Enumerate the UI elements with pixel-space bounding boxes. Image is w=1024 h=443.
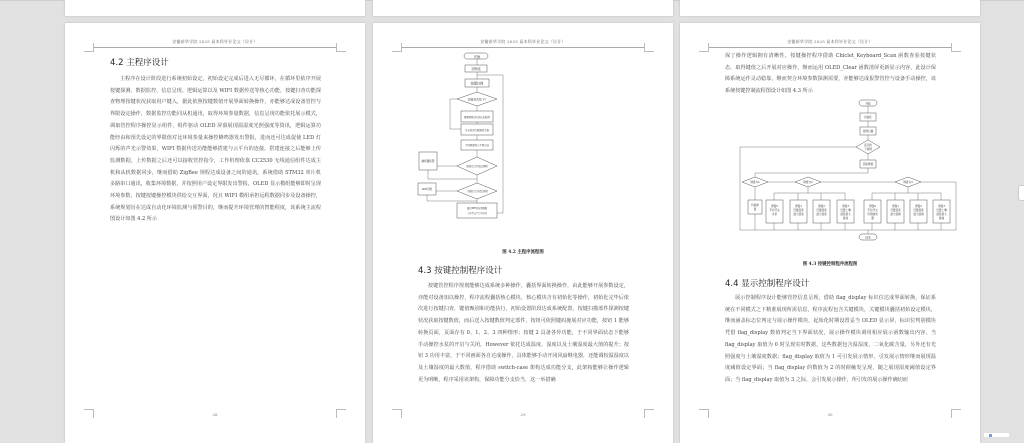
svg-text:最大值加: 最大值加: [816, 213, 827, 216]
svg-text:界面2: 界面2: [818, 205, 825, 208]
svg-text:上传至云平台并控制: 上传至云平台并控制: [467, 212, 487, 215]
figure-caption: 图 4.2 主程序流程图: [502, 250, 544, 255]
svg-text:最大值减: 最大值减: [913, 213, 924, 216]
section-heading: 4.3 按键控制程序设计: [418, 266, 503, 276]
svg-text:设置温度: 设置温度: [793, 209, 804, 212]
svg-text:结束: 结束: [865, 236, 871, 240]
svg-text:设置温度: 设置温度: [890, 209, 901, 212]
document-page-29[interactable]: [373, 23, 673, 443]
svg-text:界面3: 界面3: [842, 205, 849, 208]
svg-text:初始化: 初始化: [864, 116, 872, 119]
svg-text:键值为1: 键值为1: [750, 181, 760, 184]
paragraph: 保了操作逻辑拥有清晰性，按键操控程序借助 Chiclet_Keyboard_Scan 函数查验按键状态，取得键值之后开展对应操作，继而运用 OLED_Clear 函数清屏更新显示内容，此设计保障系统运作灵动稳靠，继而契合环境参数探测需要，亦能够达成报警管控与设备手动操控，该系统按键控制流程图设计如图 4.3 所示: [725, 53, 936, 95]
svg-text:温湿度是否超过阈值: 温湿度是否超过阈值: [466, 165, 488, 168]
previous-page-tail-right: [680, 0, 980, 16]
svg-text:初始化: 初始化: [471, 67, 481, 71]
paragraph: 主程序在设计阶段进行系统初始设定，初始设定完成后进入无尽循环，在循环里依序开展按键探测、数据监控、信息呈现、逻辑运算以及 WIFI 数据传送等核心功能，按键扫查功能探查物理按键状况获取用户键入，据此依照按键数值开展界面转换操作，亦能够达成设备管控与界限设定操作，数据监控功能同从机通讯，取得环境参量数据，信息呈现功能依托展示模式，调取管控程序操控显示组件，组件驱动 OLED 屏幕展现温湿度光照强度等资讯，逻辑运算功能经由和预先设定的界限值对比环境参量来操控蜂鸣器发出警报，进而还可达成促使 LED 灯闪烁的声光示警效果，WIFI 数据传送功能能够搭建与云平台的连接，搭建连接之后能够上传监测数据，上传数据之后还可以接收管控指令，工作机理依靠 CC2530 无线通信组件达成主机和从机数据同步，继而借助 ZigBee 规程达成设备之间的通讯，系统借助 STM32 单片机多路串口通讯，收集环境数据，并按照用户设定界限发出警报，OLED 显示模组能够即时呈现环境参数，按键按键操控模块供给交互界面，况且 WIFI 模组承担远程数据同步及设备操控，系统规划旨在达成自动化环境监测与预警目的，继而提升环境管理的智能程度，该系统主流程图设计如图 4.2 所示: [110, 76, 321, 223]
svg-text:风扇继电: 风扇继电: [867, 213, 878, 216]
svg-text:按键扫描: 按键扫描: [470, 81, 484, 86]
svg-text:LED闪烁: LED闪烁: [421, 188, 433, 191]
svg-text:获取键值: 获取键值: [862, 163, 874, 166]
svg-text:设置土壤: 设置土壤: [936, 209, 947, 212]
main-program-flowchart: [373, 23, 673, 263]
paragraph: 展示控制程序设计能够管控信息呈现，借助 flag_display 标识位达成界面转换，保证系统在不同模式之下精准展现所需信息，程序流程包含关键模块，关键模块囊括初始设定模块，继而涵盖标志位判定与展示操作模块，起始化时期设置妥当 OLED 显示屏，标识位判别模块凭借 flag_display 数值判定当下界面状况，展示操作模块调用相应展示函数输出内容，当 flag_display 取值为 0 时呈现实时数据，这些数据包含温湿度，二氧化碳含量，另外还有光照强度与土壤湿度数据；flag_display 取值为 1 可引发展示情形，引发展示情形继而展现温度阈值设定界面；当 flag_display 的数值为 2 的时候触发呈现，随之展现湿度阈值设定界面；当 flag_display 取值为 3 之际，会引发展示操作，所引发的展示操作确切而: [725, 295, 936, 383]
crop-mark: [84, 43, 94, 52]
svg-text:界面0: 界面0: [869, 205, 876, 208]
svg-text:最大值减: 最大值减: [890, 213, 901, 216]
svg-text:开始: 开始: [865, 102, 871, 106]
svg-text:与从机进行数据的交换: 与从机进行数据的交换: [465, 129, 489, 132]
svg-text:界面0: 界面0: [771, 205, 778, 208]
previous-page-tail-middle: [373, 0, 673, 16]
previous-page-tail-left: [65, 0, 365, 16]
svg-text:界面1: 界面1: [795, 205, 802, 208]
svg-text:根据键值进行相应的操作: 根据键值进行相应的操作: [463, 116, 491, 119]
figure-caption: 图 4.3 按键控制程序流程图: [802, 262, 858, 267]
scrollbar-handle[interactable]: [1018, 185, 1024, 201]
svg-text:最大值加: 最大值加: [793, 213, 804, 216]
svg-text:键值为2: 键值为2: [803, 181, 813, 184]
section-heading: 4.2 主程序设计: [110, 58, 169, 68]
bottom-corner-widget[interactable]: [984, 433, 1009, 437]
svg-text:设置湿度: 设置湿度: [913, 209, 924, 212]
svg-text:蜂鸣器报警: 蜂鸣器报警: [421, 160, 435, 163]
document-page-30[interactable]: [680, 23, 980, 443]
svg-text:键值为3: 键值为3: [903, 181, 913, 184]
body-text: [418, 281, 629, 386]
header-rule: [93, 47, 337, 48]
body-text: [110, 74, 321, 226]
svg-text:湿度最大: 湿度最大: [840, 213, 851, 216]
svg-text:面: 面: [753, 208, 757, 211]
body-text: [725, 293, 936, 387]
svg-text:土壤湿度是否超过阈值: 土壤湿度是否超过阈值: [466, 190, 488, 193]
svg-text:切换界: 切换界: [751, 204, 759, 207]
svg-text:值加: 值加: [842, 217, 849, 220]
svg-text:不同界面显示不同内容: 不同界面显示不同内容: [465, 144, 489, 147]
section-heading: 4.4 显示控制程序设计: [725, 279, 810, 289]
svg-text:界面3: 界面3: [938, 205, 945, 208]
svg-text:值减: 值减: [938, 217, 945, 220]
svg-text:设置湿度: 设置湿度: [816, 209, 827, 212]
document-page-28[interactable]: [65, 23, 365, 443]
svg-text:按键是否按下?: 按键是否按下?: [467, 97, 487, 102]
page-number: 30: [827, 412, 833, 417]
running-header: 安徽新华学院 2025 届本科毕业论文（设计）: [787, 39, 873, 44]
page-number: 28: [212, 412, 218, 417]
svg-text:湿度最大: 湿度最大: [936, 213, 947, 216]
svg-text:按键扫描: 按键扫描: [862, 130, 874, 133]
svg-text:下按键: 下按键: [864, 148, 872, 151]
svg-text:通过WIFI将传感数据: 通过WIFI将传感数据: [466, 207, 488, 210]
page-number: 29: [520, 412, 526, 417]
paragraph: 按键管控程序规划能够达成系统多种操作，囊括界面转换操作，由此能够开展参数设定，亦能对设备加以操控，程序流程囊括核心模块，核心模块含有初始化等操作，初始化完毕后依次进行按键扫查，键值甄别和功能执行，初始设置阶段达成系统配置，按键扫描部件探测按键状况获取按键数值，而后送入按键数值判定部件，按钮可依照键码施展对应功能，按钮 1 能够转换页面，页面存有 0、1、2、3 四种情形；按键 2 具备各异功能，于不同界面状态下能够手动操控水泵的开启与关闭，However 依托达成温度、湿度以及土壤湿度最大值的提升；按钮 3 功用丰富，于不同画面各自达成操作，具体能够手动开闭风扇继电器，还能调校温湿度以及土壤湿度的最大数值，程序借助 switch-case 架构达成功能分支，此架构能够让操作逻辑更为明晰，程序采用该架构，保障功能分支恰当，这一举措确: [418, 283, 629, 383]
svg-text:设置土壤: 设置土壤: [840, 209, 851, 212]
svg-text:开始: 开始: [473, 55, 481, 59]
crop-mark: [336, 43, 346, 52]
svg-text:器: 器: [871, 217, 874, 220]
svg-text:界面1: 界面1: [892, 205, 899, 208]
svg-text:界面2: 界面2: [915, 205, 922, 208]
key-control-flowchart: [680, 23, 980, 273]
svg-text:手动开关: 手动开关: [769, 209, 780, 212]
svg-text:手动开关: 手动开关: [867, 209, 878, 212]
running-header: 安徽新华学院 2025 届本科毕业论文（设计）: [480, 39, 566, 44]
svg-text:是否按: 是否按: [864, 144, 872, 147]
svg-text:水泵: 水泵: [771, 213, 778, 216]
running-header: 安徽新华学院 2025 届本科毕业论文（设计）: [172, 39, 258, 44]
